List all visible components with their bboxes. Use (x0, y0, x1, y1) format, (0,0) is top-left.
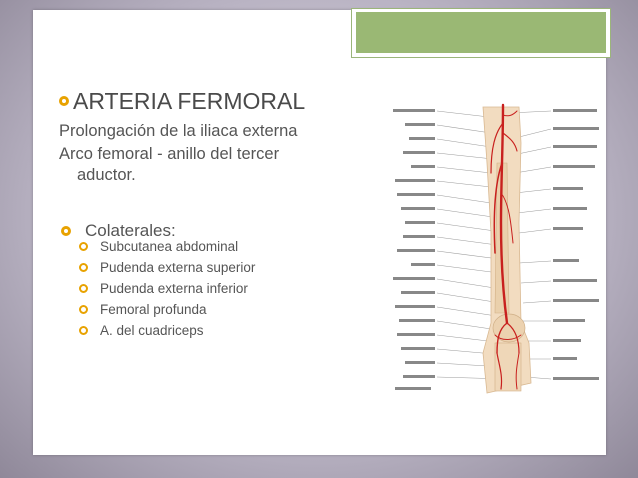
femoral-artery-illustration (391, 103, 603, 403)
collateral-label: Pudenda externa superior (100, 260, 256, 275)
bullet-icon (79, 305, 88, 314)
collateral-item (79, 260, 255, 275)
collateral-label: Subcutanea abdominal (100, 239, 239, 254)
bullet-icon (79, 326, 88, 335)
title-text: ARTERIA FERMORAL (73, 88, 306, 114)
body-line-2: Arco femoral - anillo del tercer (59, 145, 280, 163)
header-decoration (351, 8, 611, 58)
bullet-icon (79, 284, 88, 293)
collateral-item (79, 239, 238, 254)
collateral-label: A. del cuadriceps (100, 323, 204, 338)
bullet-icon (79, 242, 88, 251)
collateral-item (79, 281, 248, 296)
green-accent-block (356, 12, 606, 53)
collaterals-heading-text: Colaterales: (85, 221, 176, 240)
anatomy-drawing (391, 103, 603, 403)
collateral-label: Pudenda externa inferior (100, 281, 248, 296)
collaterals-heading (61, 221, 176, 241)
collateral-label: Femoral profunda (100, 302, 207, 317)
bullet-icon (79, 263, 88, 272)
collateral-item (79, 323, 204, 338)
body-line-1: Prolongación de la iliaca externa (59, 122, 298, 140)
body-line-3: aductor. (77, 166, 136, 184)
slide (33, 10, 606, 455)
bullet-icon (59, 96, 69, 106)
bullet-icon (61, 226, 71, 236)
collateral-item (79, 302, 207, 317)
slide-title (59, 88, 305, 115)
